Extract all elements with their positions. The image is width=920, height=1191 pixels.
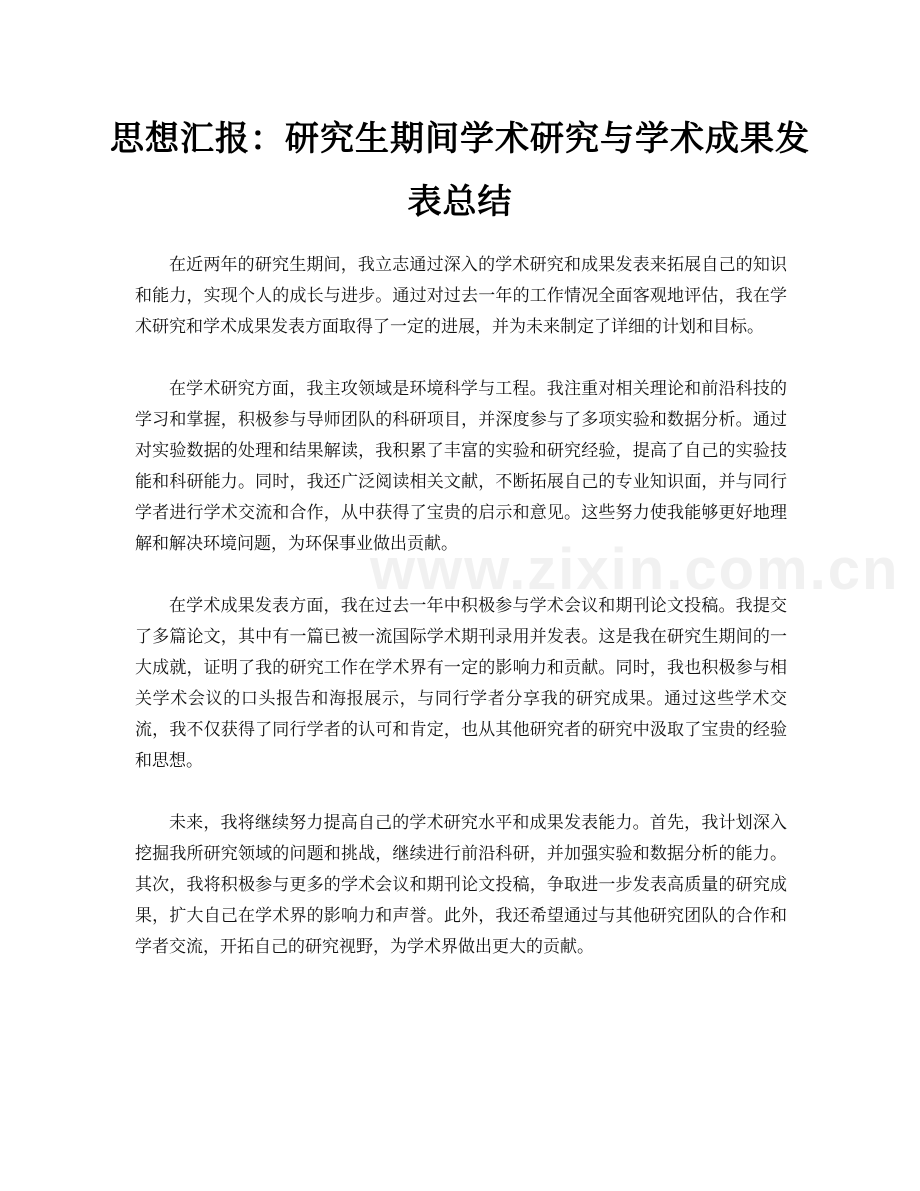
document-body — [135, 250, 787, 994]
paragraph-research: 在学术研究方面，我主攻领域是环境科学与工程。我注重对相关理论和前沿科技的学习和掌握，积极参与导师团队的科研项目，并深度参与了多项实验和数据分析。通过对实验数据的处理和结果解读，我积累了丰富的实验和研究经验，提高了自己的实验技能和科研能力。同时，我还广泛阅读相关文献，不断拓展自己的专业知识面，并与同行学者进行学术交流和合作，从中获得了宝贵的启示和意见。这些努力使我能够更好地理解和解决环境问题，为环保事业做出贡献。 — [135, 379, 787, 554]
paragraph-intro: 在近两年的研究生期间，我立志通过深入的学术研究和成果发表来拓展自己的知识和能力，实现个人的成长与进步。通过对过去一年的工作情况全面客观地评估，我在学术研究和学术成果发表方面取得了一定的进展，并为未来制定了详细的计划和目标。 — [135, 255, 787, 337]
document-title: 思想汇报：研究生期间学术研究与学术成果发表总结 — [110, 119, 810, 222]
watermark: www.zixin.com.cn — [370, 537, 900, 602]
paragraph-publications: 在学术成果发表方面，我在过去一年中积极参与学术会议和期刊论文投稿。我提交了多篇论文，其中有一篇已被一流国际学术期刊录用并发表。这是我在研究生期间的一大成就，证明了我的研究工作在学术界有一定的影响力和贡献。同时，我也积极参与相关学术会议的口头报告和海报展示，与同行学者分享我的研究成果。通过这些学术交流，我不仅获得了同行学者的认可和肯定，也从其他研究者的研究中汲取了宝贵的经验和思想。 — [135, 596, 787, 771]
paragraph-future: 未来，我将继续努力提高自己的学术研究水平和成果发表能力。首先，我计划深入挖掘我所研究领域的问题和挑战，继续进行前沿科研，并加强实验和数据分析的能力。其次，我将积极参与更多的学术会议和期刊论文投稿，争取进一步发表高质量的研究成果，扩大自己在学术界的影响力和声誉。此外，我还希望通过与其他研究团队的合作和学者交流，开拓自己的研究视野，为学术界做出更大的贡献。 — [135, 813, 787, 957]
